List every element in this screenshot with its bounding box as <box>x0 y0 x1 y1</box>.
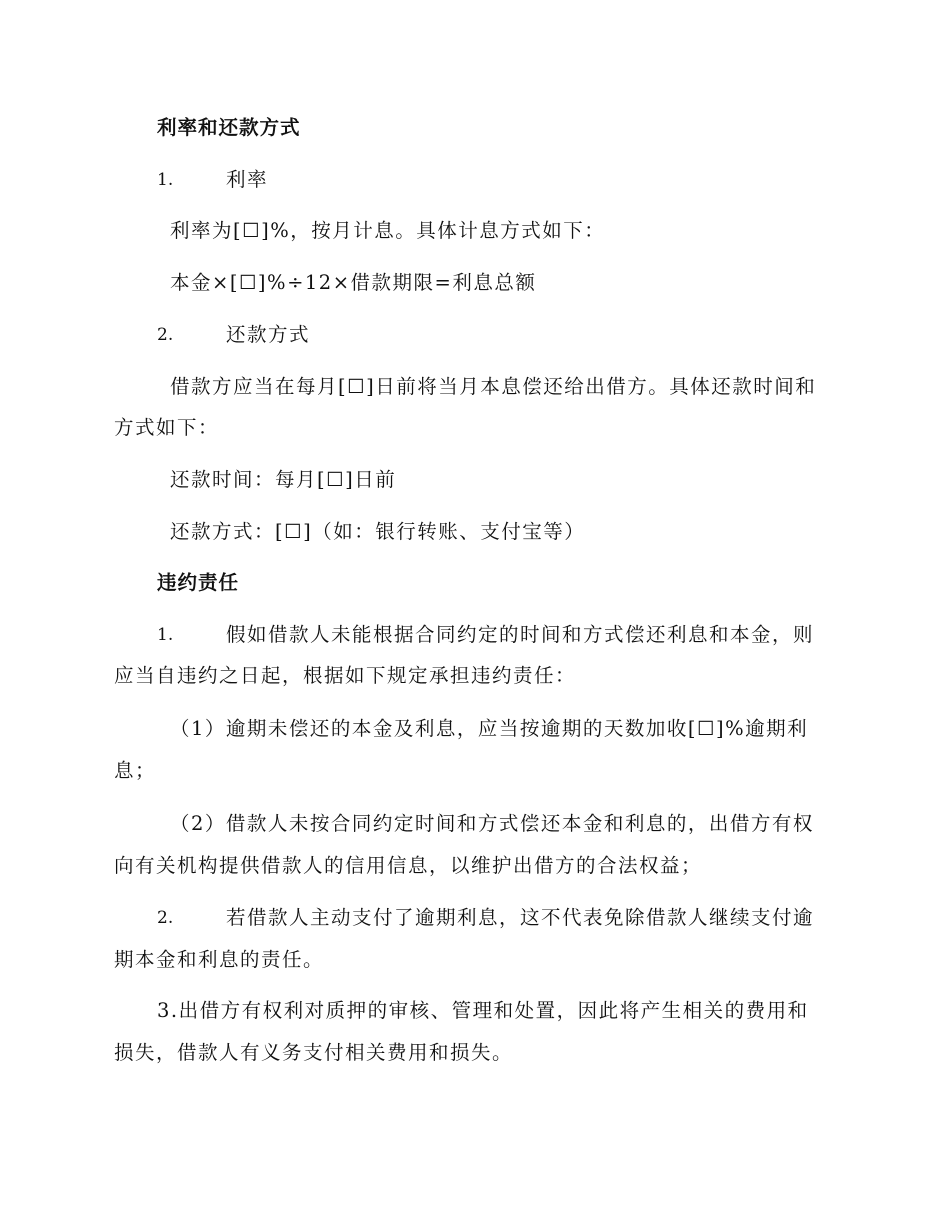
section-heading-breach-liability: 违约责任 <box>157 571 240 594</box>
item-number: 2. <box>157 325 174 345</box>
interest-formula-text: 本金×[☐]%÷12×借款期限=利息总额 <box>170 271 537 294</box>
repayment-paragraph-line: 借款方应当在每月[☐]日前将当月本息偿还给出借方。具体还款时间和 <box>170 375 817 398</box>
interest-rate-text: 利率为[☐]%，按月计息。具体计息方式如下： <box>170 219 606 242</box>
repayment-paragraph-line: 方式如下： <box>114 416 220 439</box>
item-title-interest-rate: 利率 <box>226 168 269 191</box>
repayment-time-text: 还款时间：每月[☐]日前 <box>170 468 397 491</box>
item-number: 1. <box>157 625 174 645</box>
breach-item-line: 期本金和利息的责任。 <box>114 948 325 971</box>
repayment-method-text: 还款方式：[☐]（如：银行转账、支付宝等） <box>170 520 586 543</box>
breach-item-line: 损失，借款人有义务支付相关费用和损失。 <box>114 1041 514 1064</box>
breach-subitem-line: （1）逾期未偿还的本金及利息，应当按逾期的天数加收[☐]%逾期利 <box>170 717 809 740</box>
breach-subitem-line: （2）借款人未按合同约定时间和方式偿还本金和利息的，出借方有权 <box>170 812 814 835</box>
breach-item-line: 若借款人主动支付了逾期利息，这不代表免除借款人继续支付逾 <box>226 906 815 929</box>
breach-item-line: 3.出借方有权利对质押的审核、管理和处置，因此将产生相关的费用和 <box>157 999 809 1022</box>
section-heading-interest-repayment: 利率和还款方式 <box>157 116 301 139</box>
item-title-repayment-method: 还款方式 <box>226 323 311 346</box>
breach-subitem-line: 向有关机构提供借款人的信用信息，以维护出借方的合法权益； <box>114 854 703 877</box>
breach-item-line: 假如借款人未能根据合同约定的时间和方式偿还利息和本金，则 <box>226 623 815 646</box>
item-number: 2. <box>157 908 174 928</box>
breach-subitem-line: 息； <box>114 759 157 782</box>
breach-item-line: 应当自违约之日起，根据如下规定承担违约责任： <box>114 664 577 687</box>
item-number: 1. <box>157 170 174 190</box>
